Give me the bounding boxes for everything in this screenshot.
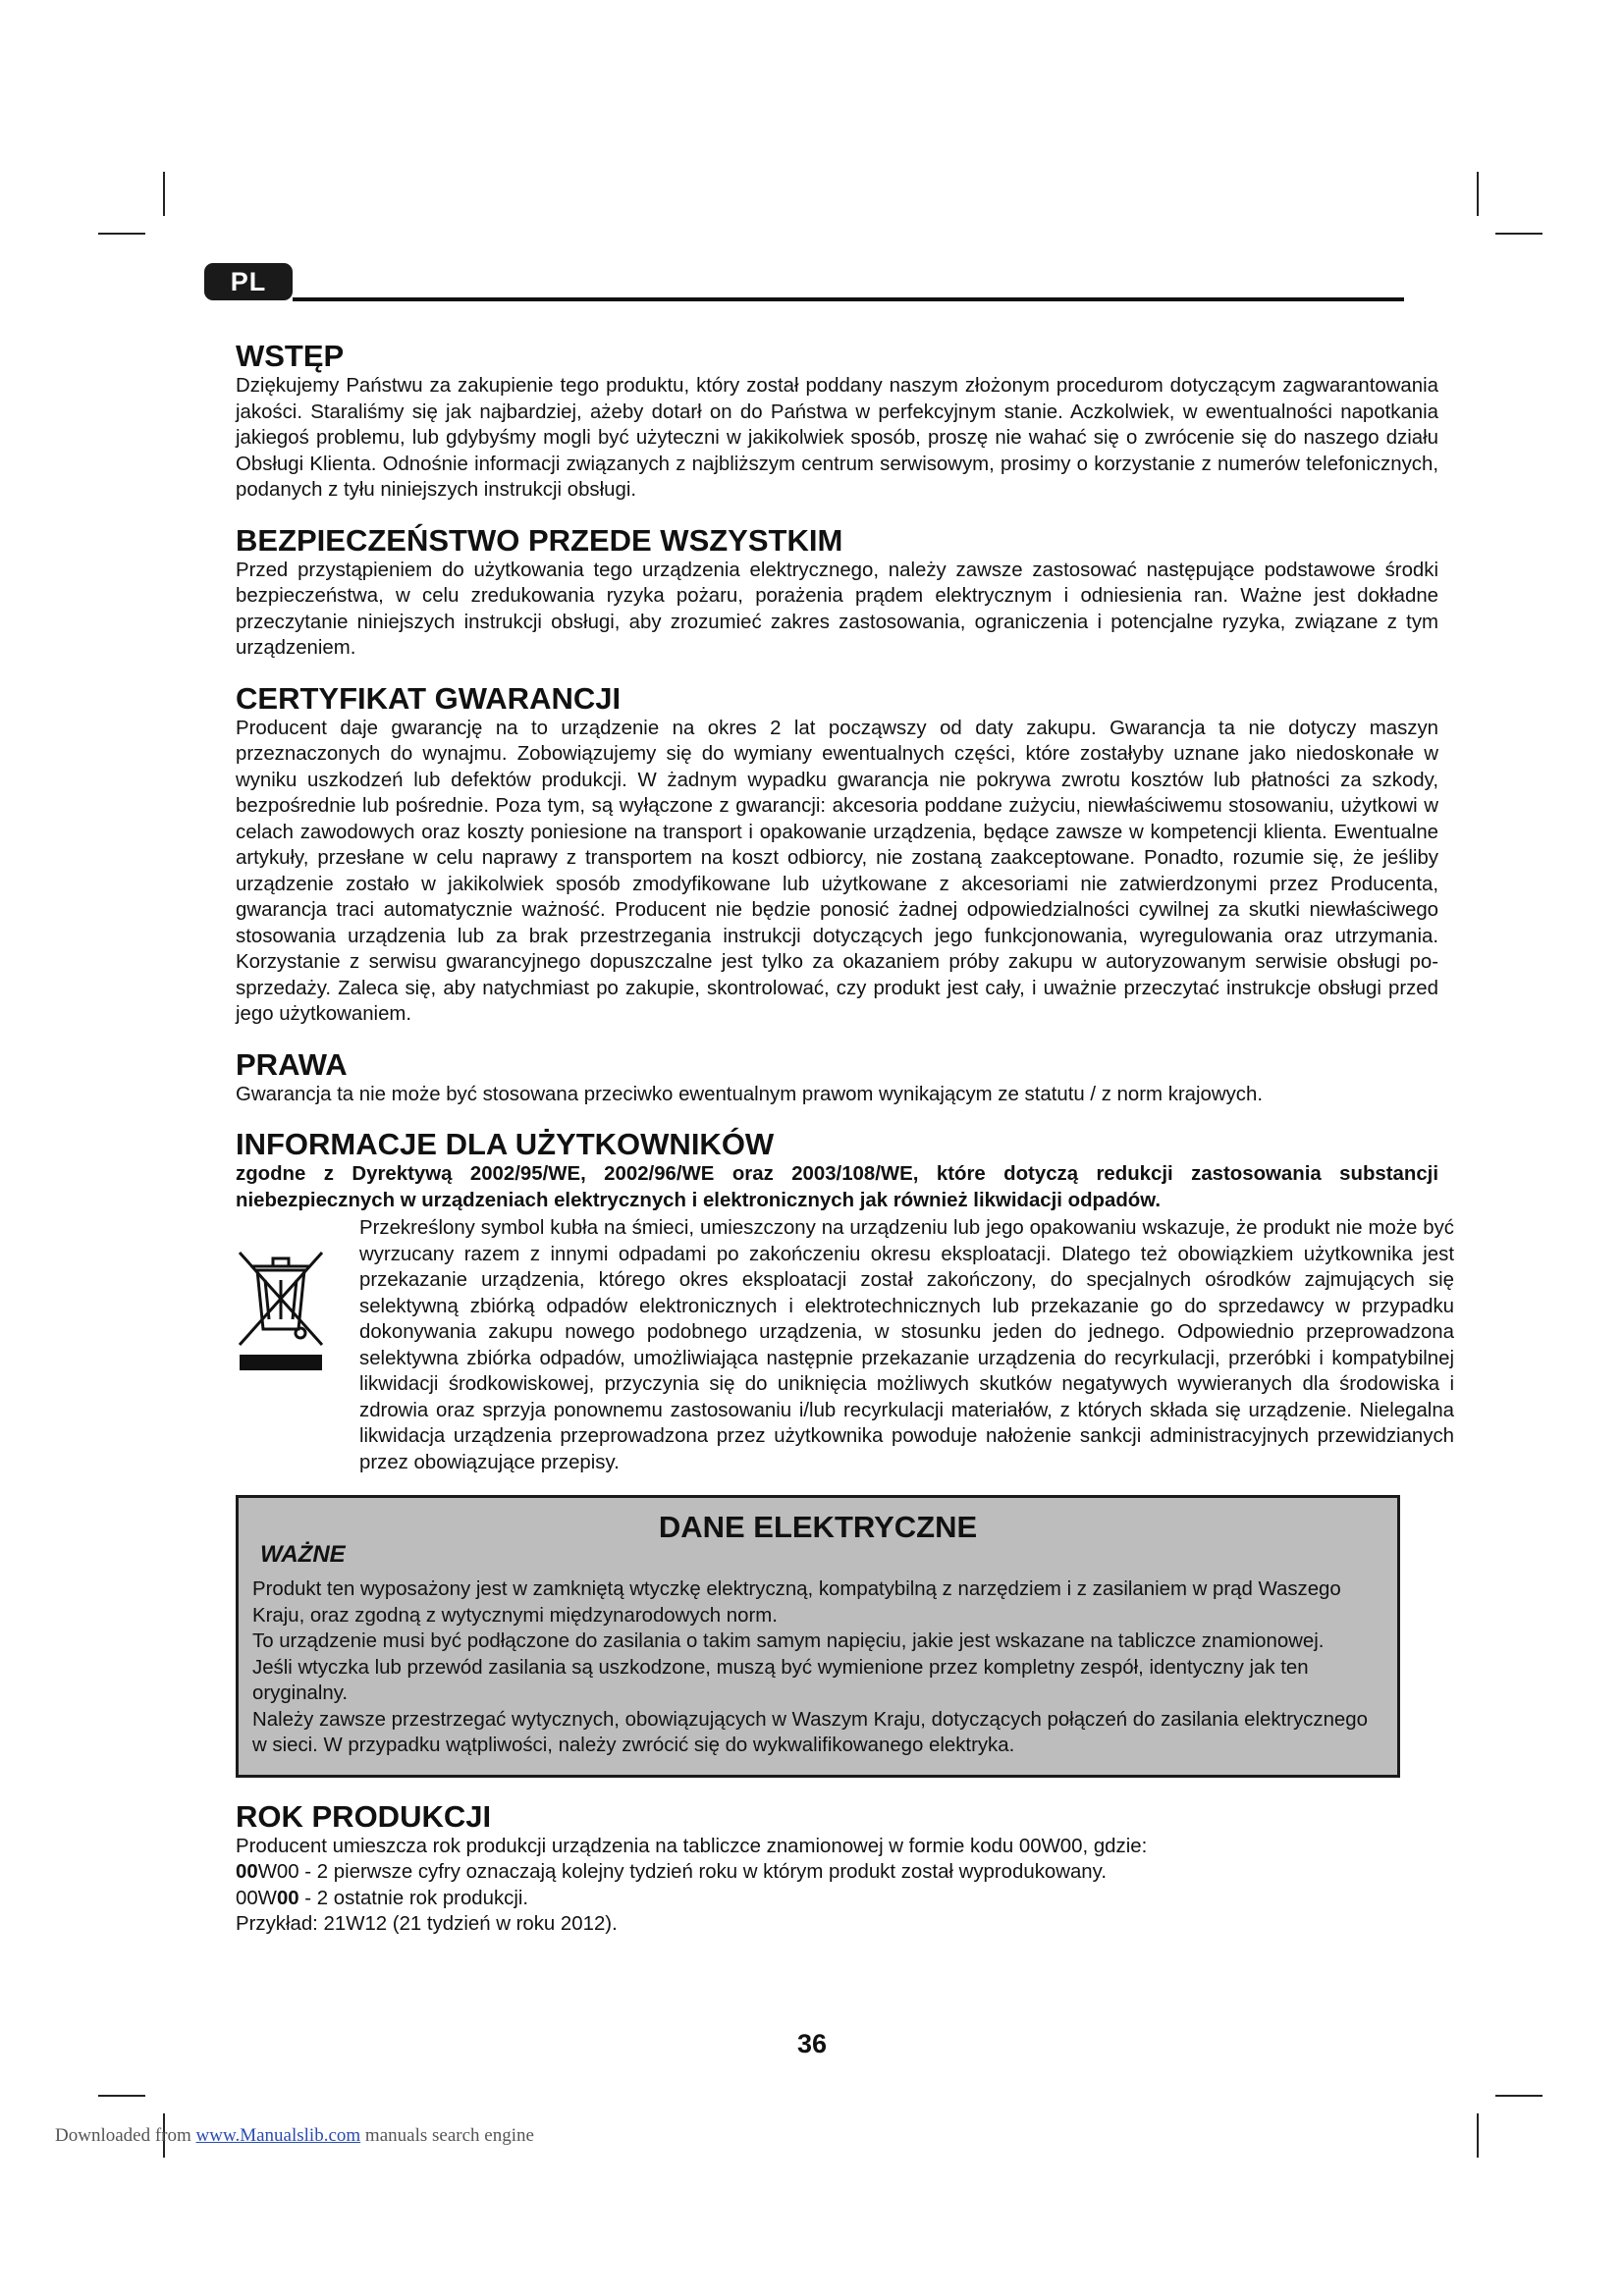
section-subtitle: zgodne z Dyrektywą 2002/95/WE, 2002/96/WE oraz 2003/108/WE, które dotyczą redukcji zastosowania substancji niebezpiecznych w urządzeniach elektrycznych i elektronicznych jak również likwidacji odpadów. [236,1163,1438,1211]
footer-prefix: Downloaded from [55,2125,196,2146]
section-title: BEZPIECZEŃSTWO PRZEDE WSZYSTKIM [236,522,843,558]
crop-mark [98,233,145,235]
section-certyfikat [236,681,1512,1028]
crop-mark [163,172,165,216]
section-wstep [236,339,1512,504]
section-title: ROK PRODUKCJI [236,1798,492,1834]
section-bezpieczenstwo [236,523,1512,662]
box-paragraph: Jeśli wtyczka lub przewód zasilania są uszkodzone, muszą być wymienione przez kompletny zespół, identyczny jak ten oryginalny. [252,1656,1309,1704]
rok-code-bold: 00 [276,1887,299,1909]
crop-mark [1495,233,1543,235]
rok-line-text: - 2 ostatnie rok produkcji. [298,1887,529,1909]
section-prawa [236,1047,1512,1108]
rok-line-text: W00 - 2 pierwsze cyfry oznaczają kolejny tydzień roku w którym produkt został wyprodukowany. [257,1861,1107,1883]
weee-block [236,1215,1512,1475]
section-title: PRAWA [236,1046,348,1082]
crossed-out-wheelie-bin-icon [236,1245,326,1372]
section-rok [236,1799,1512,1938]
section-text: Przed przystąpieniem do użytkowania tego urządzenia elektrycznego, należy zawsze zastosować następujące podstawowe środki bezpieczeństwa, w celu zredukowania ryzyka pożaru, porażenia prądem elektrycznym i odniesienia ran. Ważne jest dokładne przeczytanie niniejszych instrukcji obsługi, aby zrozumieć zakres zastosowania, ograniczenia i potencjalne ryzyka, związane z tym urządzeniem. [236,559,1438,659]
rok-code-bold: 00 [236,1861,258,1883]
section-title: CERTYFIKAT GWARANCJI [236,680,622,716]
manualslib-link[interactable]: www.Manualslib.com [195,2125,361,2146]
section-text: Gwarancja ta nie może być stosowana przeciwko ewentualnym prawom wynikającym ze statutu / z norm krajowych. [236,1083,1264,1105]
box-paragraph: Produkt ten wyposażony jest w zamkniętą wtyczkę elektryczną, kompatybilną z narzędziem i z zasilaniem w prąd Waszego Kraju, oraz zgodną z wytycznymi międzynarodowych norm. [252,1578,1341,1627]
rok-line: Producent umieszcza rok produkcji urządzenia na tabliczce znamionowej w formie kodu 00W00, gdzie: [236,1835,1148,1857]
section-title: WSTĘP [236,339,345,373]
rok-code-prefix: 00W [236,1887,277,1909]
box-paragraph: To urządzenie musi być podłączone do zasilania o takim samym napięciu, jakie jest wskazane na tabliczce znamionowej. [252,1630,1325,1652]
section-text: Producent daje gwarancję na to urządzenie na okres 2 lat począwszy od daty zakupu. Gwarancja ta nie dotyczy maszyn przeznaczonych do wynajmu. Zobowiązujemy się do wymiany ewentualnych części, które zostałyby uznane jako niedoskonałe w wyniku uszkodzeń lub defektów produkcji. W żadnym wypadku gwarancja nie pokrywa zwrotu kosztów lub płatności za szkody, bezpośrednie lub pośrednie. Poza tym, są wyłączone z gwarancji: akcesoria poddane zużyciu, niewłaściwemu stosowaniu, użytkowi w celach zawodowych oraz koszty poniesione na transport i opakowanie urządzenia, będące zawsze w kompetencji klienta. Ewentualne artykuły, przesłane w celu naprawy z transportem na koszt odbiorcy, nie zostaną zaakceptowane. Ponadto, rozumie się, że jeśliby urządzenie zostało w jakikolwiek sposób zmodyfikowane lub użytkowane z akcesoriami nie zatwierdzonymi przez Producenta, gwarancja traci automatycznie ważność. Producent nie będzie ponosić żadnej odpowiedzialności cywilnej za skutki niewłaściwego stosowania urządzenia lub za brak przestrzegania instrukcji dotyczących jego funkcjonowania, wyregulowania oraz utrzymania. Korzystanie z serwisu gwarancyjnego dopuszczalne jest tylko za okazaniem próby zakupu w autoryzowanym serwisie obsługi po-sprzedaży. Zaleca się, aby natychmiast po zakupie, skontrolować, czy produkt jest cały, i uważnie przeczytać instrukcje obsługi przed jego użytkowaniem. [236,717,1438,1025]
section-informacje [236,1127,1512,1475]
page-content [236,339,1512,1938]
electrical-data-box [236,1495,1400,1778]
rok-line [236,1859,1512,1886]
crop-mark [98,2095,145,2097]
section-title: INFORMACJE DLA UŻYTKOWNIKÓW [236,1127,775,1161]
crop-mark [1477,2113,1479,2158]
crop-mark [1495,2095,1543,2097]
box-title: DANE ELEKTRYCZNE [658,1510,978,1544]
page-number: 36 [796,2029,828,2058]
box-subtitle: WAŻNE [260,1541,346,1568]
language-badge: PL [204,263,293,300]
box-paragraph: Należy zawsze przestrzegać wytycznych, obowiązujących w Waszym Kraju, dotyczących połączeń do zasilania elektrycznego w sieci. W przypadku wątpliwości, należy zwrócić się do wykwalifikowanego elektryka. [252,1708,1368,1756]
download-footer [55,2125,534,2147]
weee-text: Przekreślony symbol kubła na śmieci, umieszczony na urządzeniu lub jego opakowaniu wskazuje, że produkt nie może być wyrzucany razem z innymi odpadami po zakończeniu okresu eksploatacji. Dlatego też obowiązkiem użytkownika jest przekazanie urządzenia, którego okres eksploatacji został zakończony, do specjalnych ośrodków zajmujących się selektywną zbiórką odpadów elektronicznych i elektrotechnicznych lub przekazanie go do sprzedawcy w przypadku dokonywania zakupu nowego podobnego urządzenia, w stosunku jeden do jednego. Odpowiednio przeprowadzona selektywna zbiórka odpadów, umożliwiająca następnie przekazanie urządzenia do recyrkulacji, przeróbki i kompatybilnej likwidacji środkowiskowej, przyczynia się do uniknięcia możliwych skutków negatywych wywieranych dla środowiska i zdrowia oraz sprzyja ponownemu zastosowaniu i/lub recyrkulacji materiałów, z których składa się urządzenie. Nielegalna likwidacja urządzenia przeprowadzona przez użytkownika powoduje nałożenie sankcji administracyjnych przewidzianych przez obowiązujące przepisy. [359,1217,1454,1473]
crop-mark [1477,172,1479,216]
footer-suffix: manuals search engine [360,2125,534,2146]
rok-line: Przykład: 21W12 (21 tydzień w roku 2012). [236,1913,618,1935]
header-rule [293,297,1404,301]
rok-line [236,1886,1512,1912]
section-text: Dziękujemy Państwu za zakupienie tego produktu, który został poddany naszym złożonym procedurom dotyczącym zagwarantowania jakości. Staraliśmy się jak najbardziej, ażeby dotarł on do Państwa w perfekcyjnym stanie. Aczkolwiek, w ewentualności napotkania jakiegoś problemu, lub gdybyśmy mogli być użyteczni w jakikolwiek sposób, proszę nie wahać się o zwrócenie się do naszego działu Obsługi Klienta. Odnośnie informacji związanych z najbliższym centrum serwisowym, prosimy o korzystanie z numerów telefonicznych, podanych z tyłu niniejszych instrukcji obsługi. [236,375,1438,501]
